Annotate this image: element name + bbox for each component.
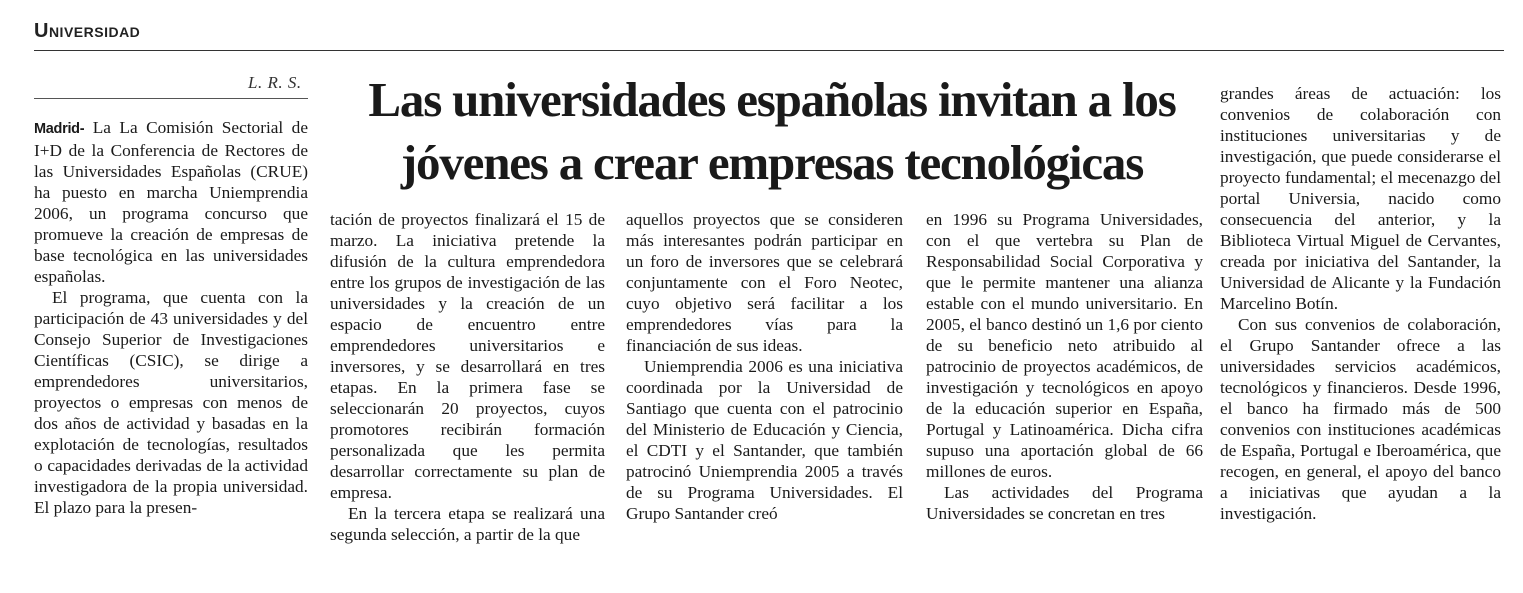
body-paragraph: El programa, que cuenta con la participación de 43 universidades y del Consejo Superior de Investigaciones Científicas (CSIC), se dirige a emprendedores universitarios, proyectos o empresas con menos de dos años de actividad y basadas en la explotación de tecnologías, resultados o capacidades derivadas de la actividad investigadora de la propia universidad. El plazo para la presen- [34,288,308,517]
article-column-3 [626,209,903,524]
body-paragraph: Uniemprendia 2006 es una iniciativa coordinada por la Universidad de Santiago que cuenta con el patrocinio del Ministerio de Educación y Ciencia, el CDTI y el Santander, que también patrocinó Uniemprendia 2005 a través de su Programa Universidades. El Grupo Santander creó [626,357,903,523]
lead-paragraph [34,117,308,287]
body-paragraph: aquellos proyectos que se consideren más interesantes podrán participar en un foro de inversores que se celebrará conjuntamente con el Foro Neotec, cuyo objetivo será facilitar a los emprendedores vías para la financiación de sus ideas. [626,210,903,355]
article-column-4 [926,209,1203,524]
article-column-1 [34,117,308,518]
byline-rule [34,98,308,99]
article-headline: Las universidades españolas invitan a los jóvenes a crear empresas tecnológicas [368,72,1176,190]
body-paragraph: en 1996 su Programa Universidades, con el que vertebra su Plan de Responsabilidad Social Corporativa y que le permite mantener una alianza estable con el mundo universitario. En 2005, el banco destinó un 1,6 por ciento de su beneficio neto atribuido al patrocinio de proyectos académicos, de investigación y tecnológicos en apoyo de la educación superior en España, Portugal y Latinoamérica. Dicha cifra supuso una aportación global de 66 millones de euros. [926,210,1203,481]
body-paragraph: Con sus convenios de colaboración, el Grupo Santander ofrece a las universidades servicios académicos, tecnológicos y financieros. Desde 1996, el banco ha firmado más de 500 convenios con instituciones académicas de España, Portugal e Iberoamérica, que recogen, en general, el apoyo del banco a iniciativas que ayudan a la investigación. [1220,315,1501,523]
section-label: Universidad [34,20,141,42]
byline: L. R. S. [248,73,302,92]
body-paragraph: Las actividades del Programa Universidades se concretan en tres [926,483,1203,523]
article-column-2 [330,209,605,545]
body-paragraph: tación de proyectos finalizará el 15 de marzo. La iniciativa pretende la difusión de la cultura emprendedora entre los grupos de investigación de las universidades y la creación de un espacio de encuentro entre emprendedores universitarios e inversores, y se desarrollará en tres etapas. En la primera fase se seleccionarán 20 proyectos, cuyos promotores recibirán formación personalizada que les permita desarrollar correctamente su plan de empresa. [330,210,605,502]
body-paragraph: En la tercera etapa se realizará una segunda selección, a partir de la que [330,504,605,544]
article-column-5 [1220,83,1501,524]
dateline: Madrid- [34,121,85,137]
section-rule [34,50,1504,51]
body-paragraph: grandes áreas de actuación: los convenios de colaboración con instituciones universitarias y de investigación, que puede considerarse el proyecto fundamental; el mecenazgo del portal Universia, nacido como consecuencia del anterior, y la Biblioteca Virtual Miguel de Cervantes, creada por iniciativa del Santander, la Universidad de Alicante y la Fundación Marcelino Botín. [1220,84,1501,313]
lead-paragraph-text: La La Comisión Sectorial de I+D de la Conferencia de Rectores de las Universidades Españolas (CRUE) ha puesto en marcha Uniemprendia 2006, un programa concurso que promueve la creación de empresas de base tecnológica en las universidades españolas. [34,118,308,286]
